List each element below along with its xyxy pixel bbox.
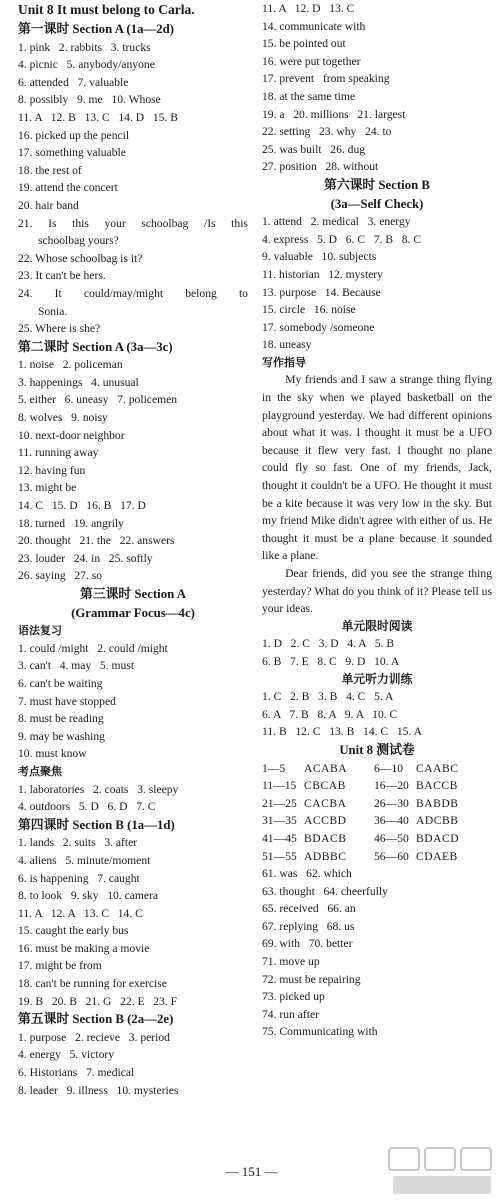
right-column bbox=[262, 0, 492, 1041]
left-column bbox=[18, 0, 248, 1099]
answer-line: 10. must know bbox=[18, 747, 87, 761]
answer-letters: BDACD bbox=[416, 831, 460, 845]
answer-line: 25. was built 26. dug bbox=[262, 142, 366, 156]
answer-word: 24. bbox=[18, 286, 33, 300]
answer-line: 1. laboratories 2. coats 3. sleepy bbox=[18, 782, 179, 796]
answer-line: 69. with 70. better bbox=[262, 937, 353, 951]
answer-line: 11. running away bbox=[18, 446, 99, 460]
answer-line: 71. move up bbox=[262, 955, 320, 969]
answer-line: 8. wolves 9. noisy bbox=[18, 411, 108, 425]
answer-line: 1. purpose 2. recieve 3. period bbox=[18, 1030, 170, 1044]
answer-word: It bbox=[54, 286, 62, 300]
answer-line: 63. thought 64. cheerfully bbox=[262, 884, 388, 898]
question-range: 21—25 bbox=[262, 796, 297, 810]
right-top-answers bbox=[262, 0, 492, 371]
answer-line: 3. happenings 4. unusual bbox=[18, 375, 139, 389]
answer-line: 72. must be repairing bbox=[262, 972, 361, 986]
answer-line bbox=[18, 285, 248, 303]
answer-line: 3. can't 4. may 5. must bbox=[18, 659, 135, 673]
answer-line: 17. prevent from speaking bbox=[262, 72, 390, 86]
answer-line: 11. A 12. D 13. C bbox=[262, 2, 355, 15]
answer-line: 6. Historians 7. medical bbox=[18, 1066, 135, 1080]
answer-line: 17. something valuable bbox=[18, 146, 126, 160]
answer-line: 6. A 7. B 8. A 9. A 10. C bbox=[262, 707, 398, 721]
answer-line: 16. must be making a movie bbox=[18, 941, 150, 955]
answer-line: 73. picked up bbox=[262, 990, 325, 1004]
unit-title: Unit 8 It must belong to Carla. bbox=[18, 2, 195, 17]
answer-line: 23. It can't be hers. bbox=[18, 269, 106, 283]
answer-line: 15. circle 16. noise bbox=[262, 303, 356, 317]
answer-line: 6. B 7. E 8. C 9. D 10. A bbox=[262, 654, 400, 668]
answer-word: Is bbox=[48, 216, 57, 230]
answer-line: 23. louder 24. in 25. softly bbox=[18, 551, 153, 565]
answer-line: 19. attend the concert bbox=[18, 181, 118, 195]
lesson-heading: (3a—Self Check) bbox=[330, 196, 424, 211]
answer-letters: CBCAB bbox=[304, 779, 346, 793]
answer-line: 16. picked up the pencil bbox=[18, 128, 130, 142]
answer-word: this bbox=[231, 216, 248, 230]
answer-line: 1. could /might 2. could /might bbox=[18, 641, 168, 655]
question-range: 16—20 bbox=[374, 779, 409, 793]
answer-word: your bbox=[104, 216, 126, 230]
answer-line: 15. caught the early bus bbox=[18, 924, 129, 938]
answer-line: 12. having fun bbox=[18, 463, 86, 477]
answer-word: /Is bbox=[203, 216, 216, 230]
answer-line: 4. energy 5. victory bbox=[18, 1048, 115, 1062]
lesson-heading: 第二课时 Section A (3a—3c) bbox=[18, 339, 173, 354]
test-row bbox=[262, 760, 492, 778]
answer-line: 1. attend 2. medical 3. energy bbox=[262, 215, 411, 229]
lesson-heading: 第三课时 Section A bbox=[80, 587, 186, 601]
answer-line: 17. somebody /someone bbox=[262, 320, 375, 334]
question-range: 51—55 bbox=[262, 849, 297, 863]
answer-line: 18. uneasy bbox=[262, 338, 312, 352]
answer-letters: BDACB bbox=[304, 831, 347, 845]
answer-line: 19. a 20. millions 21. largest bbox=[262, 107, 406, 121]
lesson-heading: 第五课时 Section B (2a—2e) bbox=[18, 1012, 174, 1027]
question-range: 36—40 bbox=[374, 814, 409, 828]
answer-line: 11. A 12. B 13. C 14. D 15. B bbox=[18, 110, 178, 124]
test-row bbox=[262, 812, 492, 830]
answer-line: 61. was 62. which bbox=[262, 867, 352, 881]
answer-line: 11. A 12. A 13. C 14. C bbox=[18, 906, 143, 920]
answer-line: 8. must be reading bbox=[18, 712, 104, 726]
answer-line: 20. thought 21. the 22. answers bbox=[18, 534, 175, 548]
question-range: 41—45 bbox=[262, 831, 297, 845]
answer-line: 18. turned 19. angrily bbox=[18, 516, 124, 530]
writing-sample bbox=[262, 371, 492, 617]
answer-line bbox=[18, 215, 248, 233]
answer-line: 6. attended 7. valuable bbox=[18, 75, 129, 89]
question-range: 46—50 bbox=[374, 831, 409, 845]
lesson-heading: Unit 8 测试卷 bbox=[339, 742, 415, 757]
answer-line: 27. position 28. without bbox=[262, 160, 379, 174]
question-range: 31—35 bbox=[262, 814, 297, 828]
answer-line: 7. must have stopped bbox=[18, 694, 116, 708]
answer-line: 22. Whose schoolbag is it? bbox=[18, 251, 143, 265]
answer-line: 18. at the same time bbox=[262, 89, 356, 103]
essay-paragraph: My friends and I saw a strange thing flying in the sky when we played basketball on the playground yesterday. We had different opinions about what it was. I thought it must be a UFO because it flew very fast. I thought no plane could fly so fast. One of my friends, Jack, thought it couldn't be a UFO. He thought it must be a kite because it was very low in the sky. But my friend Mike didn't agree with either of us. He thought it must be a plane because it sounded like a plane. bbox=[262, 373, 492, 563]
answer-line: 67. replying 68. us bbox=[262, 919, 355, 933]
answer-line: 8. possibly 9. me 10. Whose bbox=[18, 93, 161, 107]
answer-line: 18. the rest of bbox=[18, 163, 82, 177]
answer-line: 8. to look 9. sky 10. camera bbox=[18, 889, 159, 903]
answer-line: 25. Where is she? bbox=[18, 322, 101, 336]
answer-line-continued: Sonia. bbox=[38, 304, 68, 318]
answer-line: 14. communicate with bbox=[262, 19, 366, 33]
question-range: 11—15 bbox=[262, 779, 297, 793]
section-label: 单元听力训练 bbox=[341, 671, 413, 686]
answer-letters: ADCBB bbox=[416, 814, 459, 828]
lesson-heading: 第六课时 Section B bbox=[324, 177, 430, 192]
answer-line: 74. run after bbox=[262, 1007, 319, 1021]
answer-word: could/may/might bbox=[83, 286, 164, 300]
answer-letters: CDAEB bbox=[416, 849, 458, 863]
section-label: 语法复习 bbox=[18, 624, 62, 638]
answer-line: 4. express 5. D 6. C 7. B 8. C bbox=[262, 232, 422, 246]
answer-line: 22. setting 23. why 24. to bbox=[262, 125, 392, 139]
answer-line: 65. received 66. an bbox=[262, 902, 356, 916]
answer-line: 1. pink 2. rabbits 3. trucks bbox=[18, 40, 151, 54]
test-row bbox=[262, 830, 492, 848]
answer-line: 17. might be from bbox=[18, 959, 102, 973]
answer-word: this bbox=[72, 216, 89, 230]
answer-line: 1. D 2. C 3. D 4. A 5. B bbox=[262, 637, 395, 651]
test-answer-grid bbox=[262, 760, 492, 866]
essay-paragraph: Dear friends, did you see the strange thing yesterday? What do you think of it? Please tell us your ideas. bbox=[262, 567, 492, 616]
answer-line: 4. picnic 5. anybody/anyone bbox=[18, 58, 155, 72]
lesson-heading: (Grammar Focus—4c) bbox=[71, 605, 195, 620]
unit-tests-section bbox=[262, 618, 492, 760]
answer-line: 1. noise 2. policeman bbox=[18, 358, 123, 372]
answer-line: 6. is happening 7. caught bbox=[18, 871, 140, 885]
answer-letters: CAABC bbox=[416, 761, 459, 775]
answer-word: 21. bbox=[18, 216, 33, 230]
answer-line: 11. B 12. C 13. B 14. C 15. A bbox=[262, 725, 422, 739]
answer-letters: ACABA bbox=[304, 761, 348, 775]
answer-line: 18. can't be running for exercise bbox=[18, 977, 167, 991]
answer-word: to bbox=[238, 286, 248, 300]
answer-line: 10. next-door neighbor bbox=[18, 428, 125, 442]
question-range: 56—60 bbox=[374, 849, 409, 863]
section-label: 单元限时阅读 bbox=[341, 618, 413, 633]
answer-line: 1. C 2. B 3. B 4. C 5. A bbox=[262, 690, 394, 704]
page-number: — 151 — bbox=[225, 1164, 278, 1179]
answer-line: 26. saying 27. so bbox=[18, 569, 103, 583]
question-range: 6—10 bbox=[374, 761, 403, 775]
test-row bbox=[262, 777, 492, 795]
answer-line-continued: schoolbag yours? bbox=[38, 234, 119, 248]
answer-line: 8. leader 9. illness 10. mysteries bbox=[18, 1083, 179, 1097]
test-fill-in-answers bbox=[262, 865, 492, 1041]
answer-line: 15. be pointed out bbox=[262, 37, 346, 51]
question-range: 26—30 bbox=[374, 796, 409, 810]
answer-line: 13. purpose 14. Because bbox=[262, 285, 381, 299]
answer-line: 9. valuable 10. subjects bbox=[262, 250, 377, 264]
answer-line: 20. hair band bbox=[18, 198, 79, 212]
answer-line: 4. outdoors 5. D 6. D 7. C bbox=[18, 800, 156, 814]
answer-line: 16. were put together bbox=[262, 54, 361, 68]
answer-letters: CACBA bbox=[304, 796, 347, 810]
answer-line: 11. historian 12. mystery bbox=[262, 267, 383, 281]
lesson-heading: 第一课时 Section A (1a—2d) bbox=[18, 22, 175, 36]
answer-word: schoolbag bbox=[141, 216, 189, 230]
test-row bbox=[262, 795, 492, 813]
answer-line: 4. aliens 5. minute/moment bbox=[18, 853, 151, 867]
answer-word: belong bbox=[185, 286, 217, 300]
answer-line: 13. might be bbox=[18, 481, 77, 495]
answer-line: 14. C 15. D 16. B 17. D bbox=[18, 499, 146, 513]
answer-line: 5. either 6. uneasy 7. policemen bbox=[18, 393, 178, 407]
question-range: 1—5 bbox=[262, 761, 286, 775]
answer-line: 1. lands 2. suits 3. after bbox=[18, 836, 138, 850]
section-label: 写作指导 bbox=[262, 355, 306, 369]
answer-letters: BACCB bbox=[416, 779, 458, 793]
watermark-logo bbox=[387, 1146, 497, 1198]
test-row bbox=[262, 848, 492, 866]
answer-letters: BABDB bbox=[416, 796, 459, 810]
answer-line: 6. can't be waiting bbox=[18, 676, 103, 690]
lesson-heading: 第四课时 Section B (1a—1d) bbox=[18, 817, 175, 832]
answer-line: 9. may be washing bbox=[18, 729, 105, 743]
answer-line: 75. Communicating with bbox=[262, 1025, 378, 1039]
answer-line: 19. B 20. B 21. G 22. E 23. F bbox=[18, 994, 178, 1008]
answer-letters: ADBBC bbox=[304, 849, 347, 863]
answer-letters: ACCBD bbox=[304, 814, 347, 828]
section-label: 考点聚焦 bbox=[18, 764, 62, 778]
